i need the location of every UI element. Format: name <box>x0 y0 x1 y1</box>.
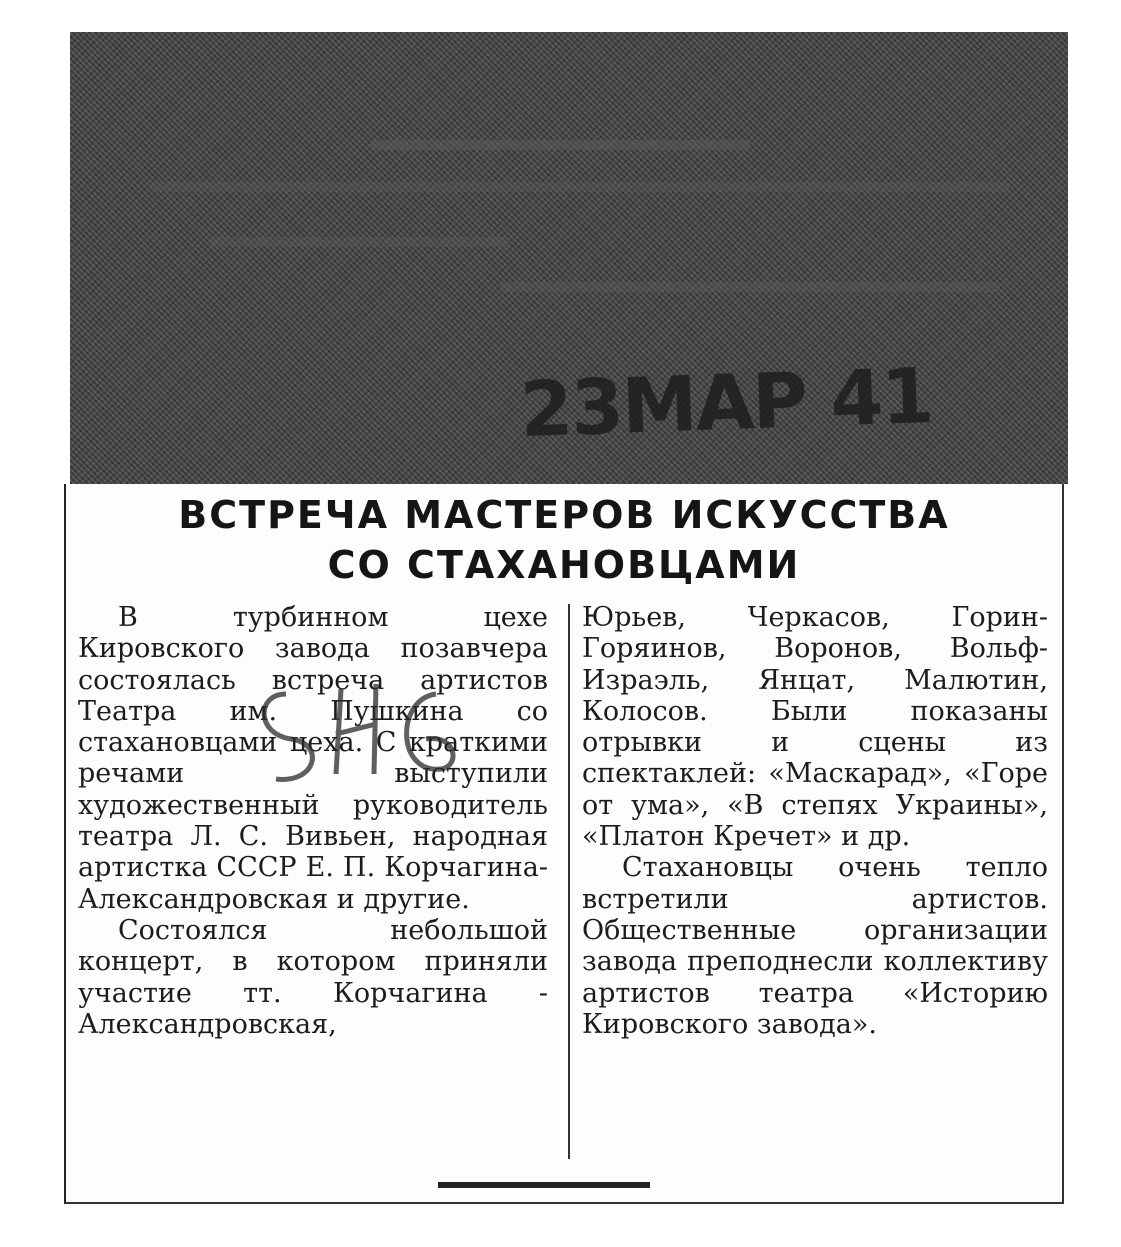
headline-line-1: ВСТРЕЧА МАСТЕРОВ ИСКУССТВА <box>178 493 950 537</box>
paragraph: Состоялся небольшой концерт, в котором приняли участие тт. Корчагина - Александровская, <box>78 914 548 1040</box>
article-column-left <box>78 602 548 1040</box>
paragraph: Стахановцы очень тепло встретили артистов. Общественные организации завода преподнесли коллективу артистов театра «Историю Кировского завода». <box>582 852 1048 1040</box>
column-divider <box>568 604 570 1159</box>
faint-stamp-line <box>500 282 1000 292</box>
paragraph: В турбинном цехе Кировского завода позавчера состоялась встреча артистов Театра им. Пушкина со стахановцами цеха. С краткими речами выступили художественный руководитель театра Л. С. Вивьен, народная артистка СССР Е. П. Корчагина-Александровская и другие. <box>78 602 548 915</box>
date-stamp: 23МАР 41 <box>518 350 934 455</box>
newspaper-clipping <box>64 484 1064 1204</box>
paragraph: Юрьев, Черкасов, Горин-Горяинов, Воронов, Вольф-Израэль, Янцат, Малютин, Колосов. Были показаны отрывки и сцены из спектаклей: «Маскарад», «Горе от ума», «В степях Украины», «Платон Кречет» и др. <box>582 602 1048 853</box>
headline-line-2: СО СТАХАНОВЦАМИ <box>327 543 801 587</box>
article-column-right <box>582 602 1048 1040</box>
end-rule <box>438 1182 650 1188</box>
faint-stamp-line <box>370 140 750 150</box>
faint-stamp-line <box>210 237 510 247</box>
faint-stamp-line <box>150 182 1010 192</box>
article-headline <box>66 490 1062 590</box>
